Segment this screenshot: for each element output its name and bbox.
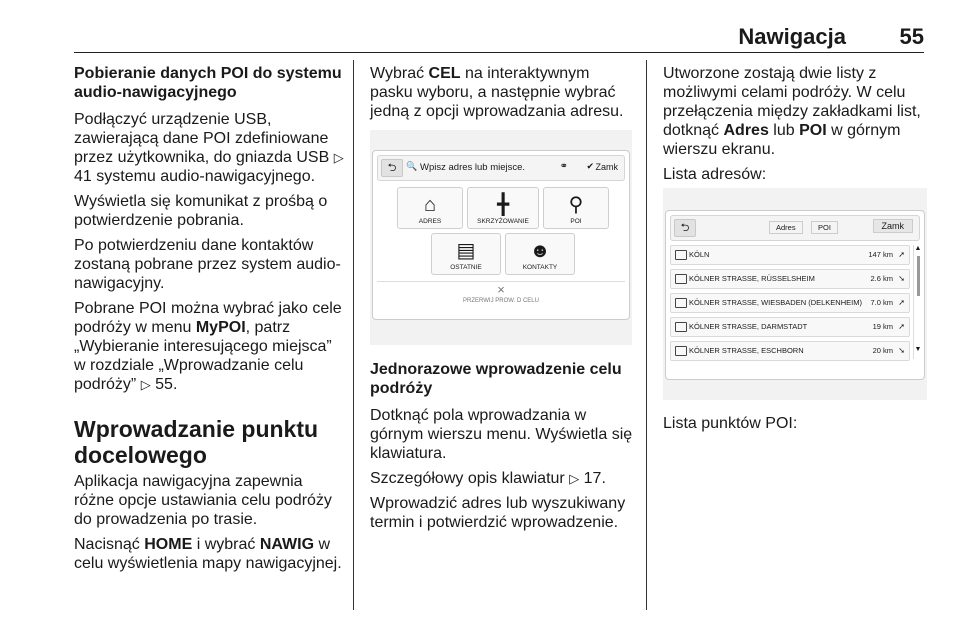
direction-arrow-icon: ➘ (898, 274, 905, 283)
tile-label: OSTATNIE (450, 264, 482, 271)
page-number: 55 (899, 24, 924, 49)
address-icon (675, 346, 687, 356)
scroll-thumb[interactable] (917, 256, 920, 296)
page-ref[interactable]: 17. (583, 470, 606, 487)
address-icon (675, 298, 687, 308)
paragraph (74, 299, 346, 394)
list-item-label: KÖLN (689, 250, 710, 259)
heading-single-entry: Jednorazowe wprowadzenie celu podróży (370, 361, 622, 397)
tile-label: POI (570, 218, 582, 225)
paragraph-text: Szczegółowy opis klawiatur (370, 470, 565, 487)
list-item-label: KÖLNER STRASSE, ESCHBORN (689, 346, 804, 355)
page-ref[interactable]: 41 systemu audio-nawigacyjnego. (74, 168, 316, 185)
recent-icon: ▤ (456, 240, 476, 262)
button-name: CEL (428, 65, 461, 82)
column-right-lower (663, 414, 929, 439)
list-item-distance: 147 km (868, 250, 893, 259)
paragraph: Po potwierdzeniu dane kontaktów zostaną pobrane przez system audio-nawigacyjny. (74, 237, 341, 292)
paragraph-text: Utworzone zostają dwie listy z możliwymi celami podróży. W celu przełączenia między zakładkami list, dotknąć (663, 65, 921, 139)
heading-destination-input: Wprowadzanie punktu docelowego (74, 416, 319, 468)
direction-arrow-icon: ➚ (898, 322, 905, 331)
column-divider (646, 60, 647, 610)
scroll-down-icon: ▼ (914, 346, 922, 353)
tab-adres[interactable]: Adres (769, 221, 803, 234)
paragraph (370, 469, 636, 488)
list-item[interactable] (670, 245, 910, 265)
search-input[interactable]: Wpisz adres lub miejsce. (420, 162, 526, 173)
page-ref-arrow-icon: ▷ (140, 377, 151, 392)
screen-frame (372, 150, 630, 320)
paragraph: Lista punktów POI: (663, 415, 798, 432)
paragraph: Aplikacja nawigacyjna zapewnia różne opcje ustawiania celu podróży do prowadzenia po trasie. (74, 473, 332, 528)
list-item-distance: 20 km (872, 346, 893, 355)
close-icon: × (497, 282, 505, 297)
contacts-icon: ☻ (529, 240, 551, 262)
back-arrow-icon: ⮌ (387, 162, 397, 174)
screenshot-address-list (663, 188, 927, 400)
cancel-guidance-button[interactable] (377, 281, 625, 314)
tile-skrzyzowanie[interactable] (467, 187, 539, 229)
page-header (74, 22, 924, 53)
paragraph-text: Podłączyć urządzenie USB, zawierającą dane POI zdefiniowane przez użytkownika, do gniazda USB (74, 111, 330, 166)
tile-label: ADRES (418, 218, 442, 225)
zamk-button[interactable]: Zamk (595, 162, 618, 172)
tab-poi[interactable]: POI (811, 221, 838, 234)
paragraph: Dotknąć pola wprowadzania w górnym wierszu menu. Wyświetla się klawiatura. (370, 407, 633, 462)
list-item[interactable] (670, 293, 910, 313)
home-icon: ⌂ (423, 194, 437, 216)
paragraph (74, 110, 346, 186)
list-item-label: KÖLNER STRASSE, DARMSTADT (689, 322, 808, 331)
screenshot-destination-menu (370, 130, 632, 345)
paragraph-text: w górnym wierszu ekranu. (663, 122, 901, 158)
paragraph: Wyświetla się komunikat z prośbą o potwierdzenie pobrania. (74, 193, 328, 229)
list-item-label: KÖLNER STRASSE, RÜSSELSHEIM (689, 274, 815, 283)
back-button[interactable] (381, 159, 403, 177)
poi-pin-icon: ⚲ (568, 194, 584, 216)
paragraph-text: i wybrać (192, 536, 260, 553)
paragraph (74, 535, 346, 573)
back-button[interactable] (674, 219, 696, 237)
paragraph (663, 64, 929, 159)
crossroads-icon: ╋ (496, 194, 510, 216)
voice-icon[interactable]: ⚭ (559, 161, 568, 172)
cancel-guidance-label: PRZERWIJ PROW. D CELU (463, 298, 539, 304)
paragraph-text: w celu wyświetlenia mapy nawigacyjnej. (74, 536, 342, 572)
direction-arrow-icon: ➚ (898, 298, 905, 307)
list-item-distance: 2.6 km (870, 274, 893, 283)
paragraph: Wprowadzić adres lub wyszukiwany termin i potwierdzić wprowadzenie. (370, 495, 626, 531)
tile-adres[interactable] (397, 187, 463, 229)
address-icon (675, 322, 687, 332)
scroll-up-icon: ▲ (914, 245, 922, 252)
direction-arrow-icon: ➚ (898, 250, 905, 259)
column-right (663, 64, 929, 190)
top-bar (377, 155, 625, 181)
page-ref-arrow-icon: ▷ (333, 150, 344, 165)
tile-ostatnie[interactable] (431, 233, 501, 275)
list-item[interactable] (670, 341, 910, 361)
tile-label: KONTAKTY (522, 264, 558, 271)
tile-kontakty[interactable] (505, 233, 575, 275)
button-name: NAWIG (259, 536, 315, 553)
list-item[interactable] (670, 269, 910, 289)
tab-name: POI (799, 122, 827, 139)
screen-frame (665, 210, 925, 380)
list-item-label: KÖLNER STRASSE, WIESBADEN (DELKENHEIM) (689, 298, 862, 307)
paragraph-text: na interaktywnym pasku wyboru, a następnie wybrać jedną z opcji wprowadzania adresu. (370, 65, 624, 120)
menu-name: MyPOI (195, 319, 246, 336)
page-ref[interactable]: 55. (155, 376, 178, 393)
list-item[interactable] (670, 317, 910, 337)
back-arrow-icon: ⮌ (680, 222, 690, 234)
button-name: HOME (144, 536, 193, 553)
column-middle (370, 64, 636, 127)
tab-name: Adres (723, 122, 769, 139)
direction-arrow-icon: ➘ (898, 346, 905, 355)
list-item-distance: 7.0 km (870, 298, 893, 307)
search-icon: 🔍 (406, 161, 418, 171)
zamk-button[interactable]: Zamk (873, 219, 914, 233)
paragraph-text: lub (768, 122, 800, 139)
paragraph: Lista adresów: (663, 166, 767, 183)
paragraph (370, 64, 636, 121)
address-icon (675, 274, 687, 284)
page-ref-arrow-icon: ▷ (569, 471, 580, 486)
top-bar (670, 215, 920, 241)
tile-label: SKRZYŻOWANIE (477, 218, 529, 225)
address-icon (675, 250, 687, 260)
section-title: Nawigacja (738, 24, 846, 49)
paragraph-text: Pobrane POI można wybrać jako cele podróży w menu (74, 300, 342, 336)
heading-poi-download: Pobieranie danych POI do systemu audio-nawigacyjnego (74, 65, 342, 101)
paragraph-text: , patrz „Wybieranie interesującego miejsca” w rozdziale „Wprowadzanie celu podróży” (74, 319, 332, 393)
column-divider (353, 60, 354, 610)
paragraph-text: Wybrać (370, 65, 429, 82)
tile-poi[interactable] (543, 187, 609, 229)
scrollbar[interactable] (913, 245, 922, 359)
column-left (74, 64, 346, 579)
list-item-distance: 19 km (872, 322, 893, 331)
column-middle-lower (370, 360, 636, 538)
check-icon: ✔ (586, 161, 594, 171)
paragraph-text: Nacisnąć (74, 536, 145, 553)
